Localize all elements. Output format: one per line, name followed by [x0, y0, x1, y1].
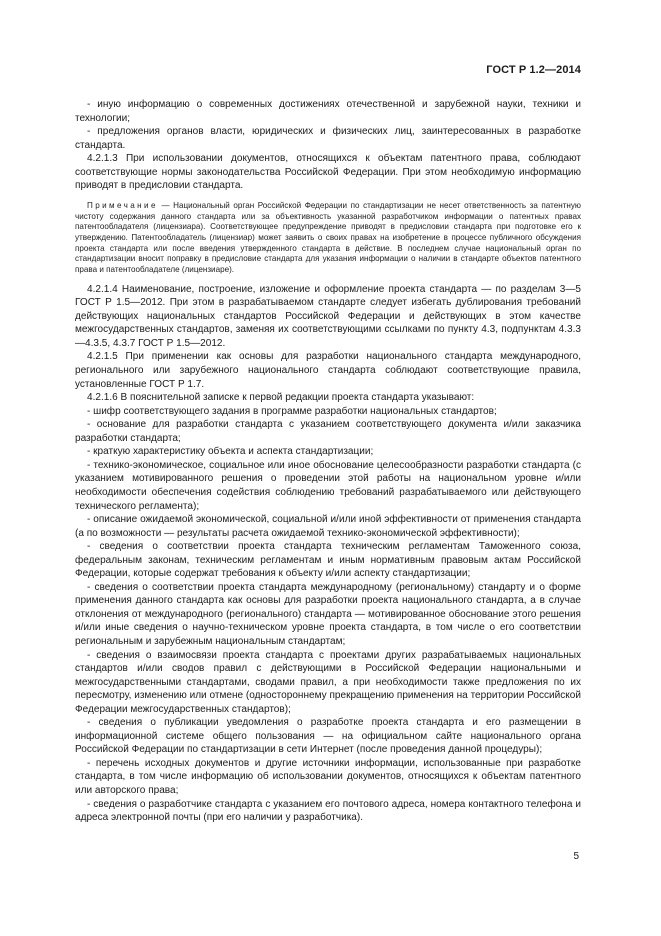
note-lead: Примечание: [87, 200, 158, 210]
body-paragraph: - технико-экономическое, социальное или иное обоснование целесообразности разработки стандарта (с указанием мотивированного решения о проведении этой работы на национальном уровне и/или необходимости обеспечения содействия соблюдению требований разрабатываемого или действующего технического регламента);: [75, 459, 581, 512]
body-paragraph: - иную информацию о современных достижениях отечественной и зарубежной науки, техники и технологии;: [75, 99, 581, 124]
body-paragraph: 4.2.1.5 При применении как основы для разработки национального стандарта международного, регионального или зарубежного национального стандарта соблюдают соответствующие правила, установленные ГОСТ Р 1.7.: [75, 351, 581, 390]
body-paragraph: - сведения о соответствии проекта стандарта международному (региональному) стандарту и о форме применения данного стандарта как основы для разработки проекта национального стандарта, а в случае отклонения от международного (регионального) стандарта — мотивированное обоснование этого решения и/или иные сведения о научно-техническом уровне проекта стандарта, в том числе о его соответствии региональным и зарубежным национальным стандартам;: [75, 581, 581, 647]
body-paragraph: - сведения о взаимосвязи проекта стандарта с проектами других разрабатываемых национальных стандартов и/или сводов правил с действующими в Российской Федерации национальными и межгосударственными стандартами, сводами правил, а при необходимости также предложения по их пересмотру, изменению или отмене (одностороннему прекращению применения на территории Российской Федерации межгосударственных стандартов);: [75, 649, 581, 715]
note-paragraph: [75, 201, 581, 276]
body-text: [75, 98, 581, 825]
body-paragraph: - основание для разработки стандарта с указанием соответствующего документа и/или заказчика разработки стандарта;: [75, 419, 581, 444]
body-paragraph: - краткую характеристику объекта и аспекта стандартизации;: [87, 446, 374, 458]
body-paragraph: - шифр соответствующего задания в программе разработки национальных стандартов;: [87, 405, 497, 417]
note-text: — Национальный орган Российской Федерации по стандартизации не несет ответственность за патентную чистоту содержания данного стандарта или за объективность указанной разработчиком информации о патентных правах патентообладателя (лицензиара). Соответствующее предупреждение приводят в предисловии стандарта при подготовке его к утверждению. Патентообладатель (лицензиар) может заявить о своих правах на изобретение в процессе публичного обсуждения проекта стандарта или после введения утвержденного стандарта в действие. В последнем случае национальный орган по стандартизации вносит поправку в предисловие стандарта для указания информации о наличии в стандарте объектов патентного права и патентообладателе (лицензиаре).: [75, 200, 581, 275]
body-paragraph: 4.2.1.6 В пояснительной записке к первой редакции проекта стандарта указывают:: [87, 392, 475, 404]
body-paragraph: - сведения о публикации уведомления о разработке проекта стандарта и его размещении в информационной системе общего пользования — на официальном сайте национального органа Российской Федерации по стандартизации в сети Интернет (после проведения данной процедуры);: [75, 717, 581, 756]
body-paragraph: - сведения о соответствии проекта стандарта техническим регламентам Таможенного союза, федеральным законам, техническим регламентам и иным нормативным правовым актам Российской Федерации, которые содержат требования к объекту и/или аспекту стандартизации;: [75, 541, 581, 580]
document-code: ГОСТ Р 1.2—2014: [486, 64, 581, 76]
body-paragraph: - сведения о разработчике стандарта с указанием его почтового адреса, номера контактного телефона и адреса электронной почты (при его наличии у разработчика).: [75, 798, 581, 824]
body-paragraph: 4.2.1.3 При использовании документов, относящихся к объектам патентного права, соблюдают соответствующие нормы законодательства Российской Федерации. При этом необходимую информацию приводят в предисловии стандарта.: [75, 153, 581, 192]
body-paragraph: - описание ожидаемой экономической, социальной и/или иной эффективности от применения стандарта (а по возможности — результаты расчета ожидаемой технико-экономической эффективности);: [75, 514, 581, 539]
body-paragraph: 4.2.1.4 Наименование, построение, изложение и оформление проекта стандарта — по разделам 3—5 ГОСТ Р 1.5—2012. При этом в разрабатываемом стандарте следует избегать дублирования требований действующих национальных стандартов Российской Федерации и действующих в этом качестве межгосударственных стандартов, заменяя их соответствующими ссылками по пункту 4.3, подпунктам 4.3.3—4.3.5, 4.3.7 ГОСТ Р 1.5—2012.: [75, 283, 581, 349]
page-number: 5: [573, 851, 579, 862]
body-paragraph: - предложения органов власти, юридических и физических лиц, заинтересованных в разработке стандарта.: [75, 126, 581, 151]
body-paragraph: - перечень исходных документов и другие источники информации, использованные при разработке стандарта, в том числе информацию об использовании документов, относящихся к объектам патентного или авторского права;: [75, 757, 581, 796]
